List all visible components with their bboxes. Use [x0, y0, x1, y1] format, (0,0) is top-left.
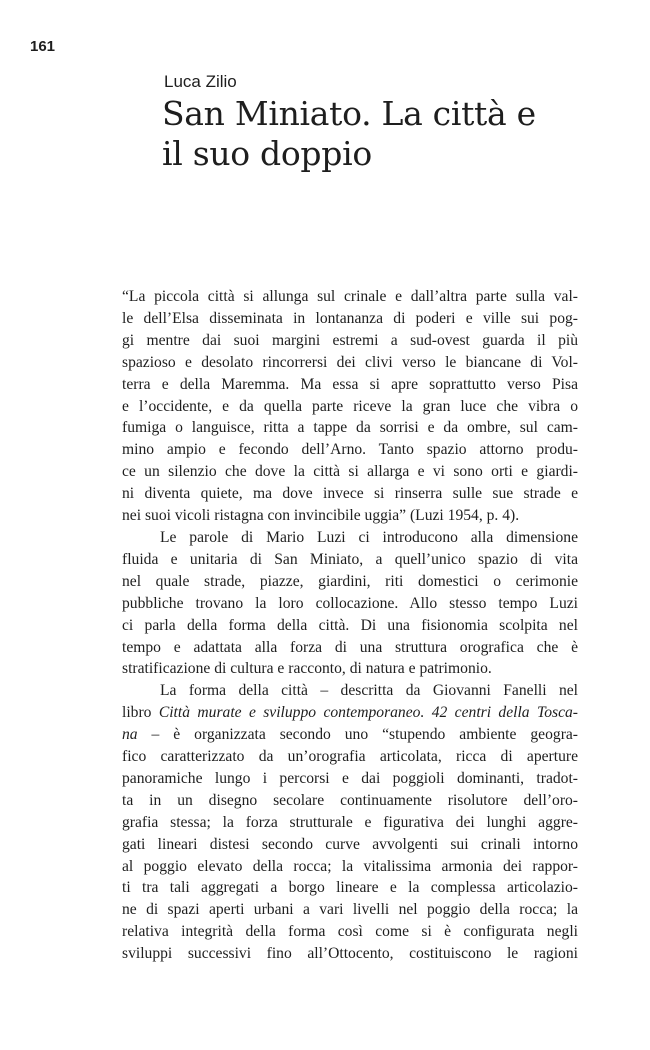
- paragraph-1: [122, 286, 578, 527]
- body-text: [122, 286, 578, 965]
- text-line: stratificazione di cultura e racconto, di natura e patrimonio.: [122, 660, 492, 678]
- text-line: ce un silenzio che dove la città si allarga e vi sono orti e giardi-: [122, 463, 578, 481]
- title-line-1: San Miniato. La città e: [162, 94, 536, 133]
- text-line: fumiga o languisce, ritta a tappe da sorrisi e da ombre, sul cam-: [122, 419, 578, 437]
- text-line: ni diventa quiete, ma dove invece si rinserra sulle sue strade e: [122, 485, 578, 503]
- text-line: nel quale strade, piazze, giardini, riti domestici o cerimonie: [122, 572, 578, 590]
- text-line: gi mentre dai suoi margini estremi a sud-ovest guarda il più: [122, 331, 578, 349]
- text-line: mino ampio e fecondo dell’Arno. Tanto spazio attorno produ-: [122, 441, 578, 459]
- paragraph-3: [122, 680, 578, 965]
- text-line: [122, 702, 578, 724]
- book-title-end: na: [122, 726, 138, 744]
- text-line: Le parole di Mario Luzi ci introducono alla dimensione: [160, 528, 578, 546]
- text-line: fluida e unitaria di San Miniato, a quell’unico spazio di vita: [122, 550, 578, 568]
- text-line: sviluppi successivi fino all’Ottocento, costituiscono le ragioni: [122, 945, 578, 963]
- page-number: 161: [30, 38, 56, 55]
- book-title: Città murate e sviluppo contemporaneo. 42 centri della Tosca-: [158, 704, 578, 722]
- text-line: tempo e adattata alla forza di una struttura orografica che è: [122, 638, 578, 656]
- text-line: La forma della città – descritta da Giovanni Fanelli nel: [160, 682, 578, 700]
- text-line: ne di spazi aperti urbani a vari livelli nel poggio della rocca; la: [122, 901, 578, 919]
- text-line: panoramiche lungo i percorsi e dai poggioli dominanti, tradot-: [122, 769, 578, 787]
- text-line: ti tra tali aggregati a borgo lineare e la complessa articolazio-: [122, 879, 578, 897]
- text-segment: – è organizzata secondo uno “stupendo ambiente geogra-: [137, 726, 578, 744]
- text-line: al poggio elevato della rocca; la vitalissima armonia dei rappor-: [122, 857, 578, 875]
- text-line: ta in un disegno secolare continuamente risolutore dell’oro-: [122, 791, 578, 809]
- text-line: “La piccola città si allunga sul crinale e dall’altra parte sulla val-: [122, 288, 578, 305]
- text-line: le dell’Elsa disseminata in lontananza di poderi e ville sui pog-: [122, 309, 578, 327]
- article-title: [162, 94, 602, 174]
- text-line: nei suoi vicoli ristagna con invincibile uggia” (Luzi 1954, p. 4).: [122, 507, 520, 525]
- author-name: Luca Zilio: [164, 72, 237, 91]
- text-line: grafia stessa; la forza strutturale e figurativa dei lunghi aggre-: [122, 813, 578, 831]
- text-line: spazioso e desolato rincorrersi dei clivi verso le biancane di Vol-: [122, 353, 578, 371]
- text-line: e l’occidente, e da quella parte riceve la gran luce che vibra o: [122, 397, 578, 415]
- text-line: [122, 724, 578, 746]
- text-line: fico caratterizzato da un’orografia articolata, ricca di aperture: [122, 748, 578, 766]
- text-line: terra e della Maremma. Ma essa si apre soprattutto verso Pisa: [122, 375, 578, 393]
- paragraph-2: [122, 527, 578, 680]
- title-line-2: il suo doppio: [162, 134, 372, 173]
- text-line: gati lineari distesi secondo curve avvolgenti sui crinali intorno: [122, 835, 578, 853]
- text-line: ci parla della forma della città. Di una fisionomia scolpita nel: [122, 616, 578, 634]
- text-line: relativa integrità della forma così come si è configurata negli: [122, 923, 578, 941]
- text-segment: libro: [122, 704, 159, 722]
- text-line: pubbliche trovano la loro collocazione. Allo stesso tempo Luzi: [122, 594, 578, 612]
